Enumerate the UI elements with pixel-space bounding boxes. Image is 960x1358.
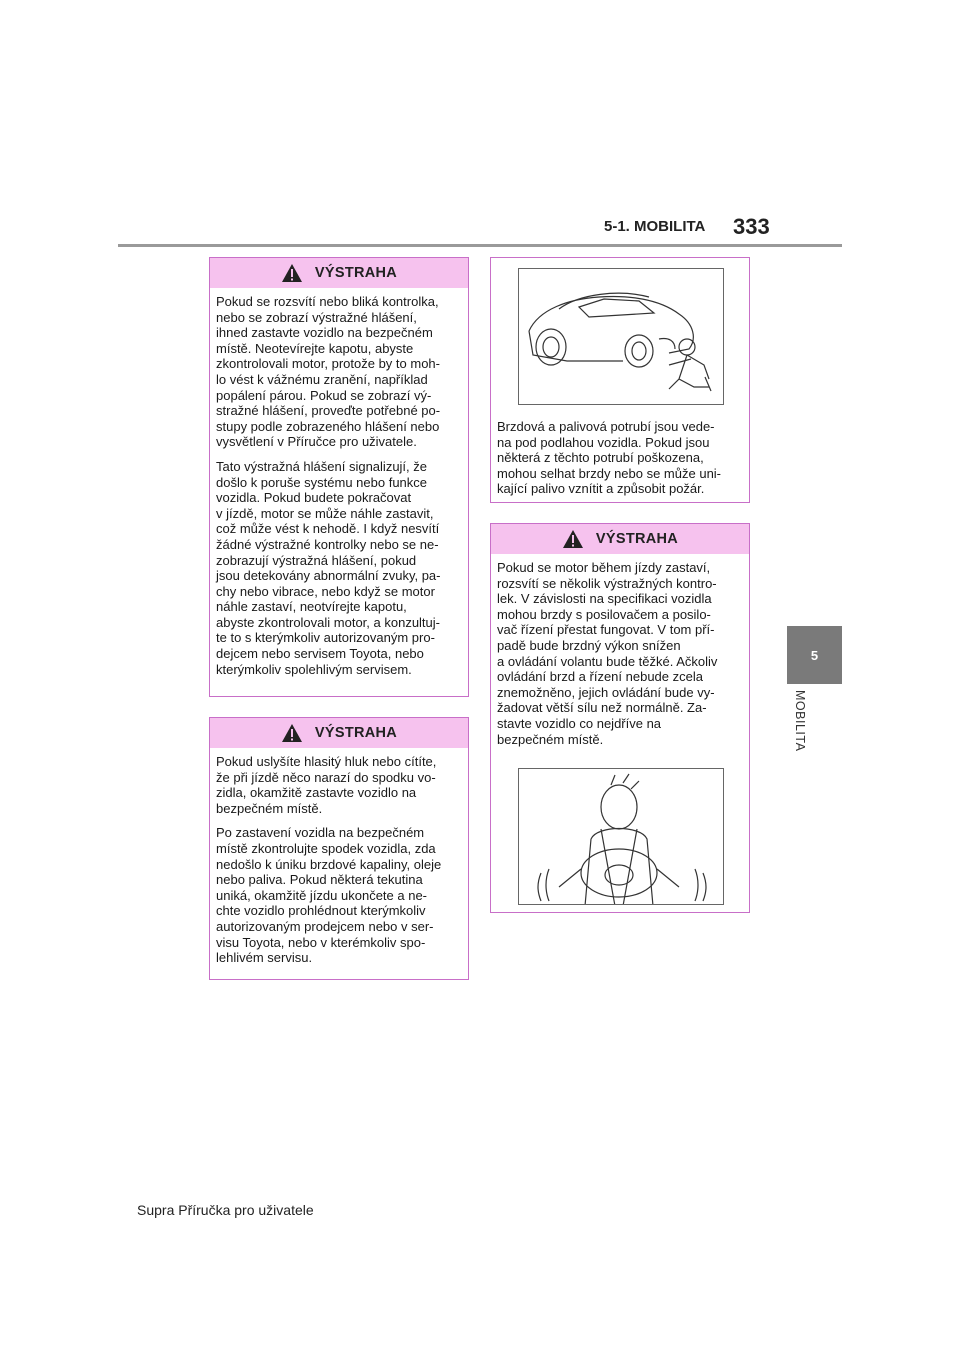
warning-box-header: [210, 718, 468, 748]
warning-triangle-icon: [562, 529, 584, 549]
continuation-paragraph: Brzdová a palivová potrubí jsou vede- na pod podlahou vozidla. Pokud jsou některá z těchto potrubí poškozena, mohou selhat brzdy nebo se může uni- kající palivo vznítit a způsobit požár.: [497, 419, 722, 497]
warning-title: VÝSTRAHA: [314, 725, 398, 741]
continuation-body: [491, 413, 749, 503]
warning-box-body: [210, 748, 468, 972]
driver-drawing: [519, 769, 724, 905]
warning-box-1: [209, 257, 469, 697]
continuation-box: [490, 257, 750, 503]
warning-box-body: [210, 288, 468, 683]
footer-text: Supra Příručka pro uživatele: [137, 1202, 314, 1218]
warning-triangle-icon: [281, 723, 303, 743]
warning-box-2: [209, 717, 469, 980]
warning-triangle-icon: [281, 263, 303, 283]
warning-box-header: [210, 258, 468, 288]
warning-paragraph: Pokud uslyšíte hlasitý hluk nebo cítíte, že při jízdě něco narazí do spodku vo- zidla, okamžitě zastavte vozidlo na bezpečném místě.: [216, 754, 437, 816]
section-title: 5-1. MOBILITA: [604, 218, 706, 235]
car-underbody-drawing: [519, 269, 724, 405]
chapter-tab-label: MOBILITA: [793, 690, 807, 752]
chapter-tab: [787, 626, 842, 684]
warning-paragraph: Pokud se rozsvítí nebo bliká kontrolka, nebo se zobrazí výstražné hlášení, ihned zastavte vozidlo na bezpečném místě. Neotevírejte kapotu, abyste zkontrolovali motor, protože by to moh- lo vést k vážnému zranění, například popálení párou. Pokud se zobrazí vý- stražné hlášení, proveďte potřebné po- stupy podle zobrazeného hlášení nebo vysvětlení v Příručce pro uživatele.: [216, 294, 441, 450]
warning-paragraph: Pokud se motor během jízdy zastaví, rozsvítí se několik výstražných kontro- lek. V závislosti na specifikaci vozidla mohou brzdy s posilovačem a posilo- vač řízení přestat fungovat. V tom pří- padě bude brzdný výkon snížen a ovládání volantu bude těžké. Ačkoliv ovládání brzd a řízení nebude zcela znemožněno, jejich ovládání bude vy- žadovat větší sílu než normálně. Za- stavte vozidlo co nejdříve na bezpečném místě.: [497, 560, 718, 747]
warning-box-header: [491, 524, 749, 554]
header-divider: [118, 244, 842, 247]
warning-paragraph: Po zastavení vozidla na bezpečném místě zkontrolujte spodek vozidla, zda nedošlo k úniku brzdové kapaliny, oleje nebo paliva. Pokud některá tekutina uniká, okamžitě jízdu ukončete a ne- chte vozidlo prohlédnout kterýmkoliv autorizovaným prodejcem nebo v ser- visu Toyota, nebo v kterémkoliv spo- lehlivém servisu.: [216, 825, 442, 966]
driver-steering-illustration: [518, 768, 724, 905]
warning-paragraph: Tato výstražná hlášení signalizují, že došlo k poruše systému nebo funkce vozidla. Pokud budete pokračovat v jízdě, motor se může náhle zastavit, což může vést k nehodě. I když nesvítí žádné výstražné kontrolky nebo se ne- zobrazují výstražná hlášení, pokud jsou detekovány abnormální zvuky, pa- chy nebo vibrace, nebo když se motor náhle zastaví, neotvírejte kapotu, abyste zkontrolovali motor, a konzultuj- te to s kterýmkoliv autorizovaným pro- dejcem nebo servisem Toyota, nebo kterýmkoliv spolehlivým servisem.: [216, 458, 441, 677]
warning-title: VÝSTRAHA: [314, 265, 398, 281]
warning-title: VÝSTRAHA: [595, 531, 679, 547]
chapter-tab-number: 5: [810, 647, 819, 663]
warning-box-3: [490, 523, 750, 913]
car-inspection-illustration: [518, 268, 724, 405]
page-number: 333: [733, 214, 770, 239]
warning-box-body: [491, 554, 749, 753]
